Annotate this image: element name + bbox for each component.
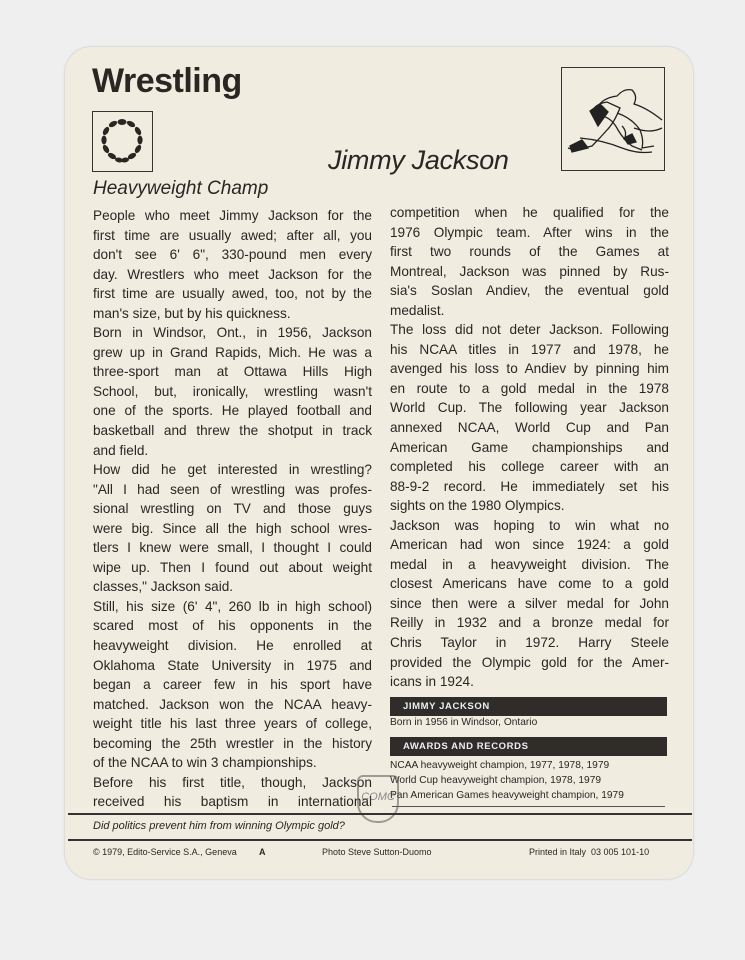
article-line: Still, his size (6' 4", 260 lb in high school) — [93, 598, 372, 614]
article-line: 1976 Olympic team. After wins in the — [390, 224, 669, 240]
article-line: completed his college career with an — [390, 459, 669, 475]
article-line: weight title his last three years of college, — [93, 716, 372, 732]
article-left-column — [93, 206, 372, 812]
card-subtitle: Heavyweight Champ — [93, 178, 269, 199]
article-line: medal in a heavyweight division. The — [390, 556, 669, 572]
bio-header: JIMMY JACKSON — [390, 697, 667, 716]
article-line: Before his first title, though, Jackson — [93, 774, 372, 790]
article-line: en route to a gold medal in the 1978 — [390, 380, 669, 396]
article-line: American had won since 1924: a gold — [390, 537, 669, 553]
bio-line: Born in 1956 in Windsor, Ontario — [390, 717, 538, 728]
article-line: classes," Jackson said. — [93, 579, 234, 595]
article-line: American Game championships and — [390, 439, 669, 455]
article-line: provided the Olympic gold for the Amer- — [390, 654, 669, 670]
print-info: Printed in Italy 03 005 101-10 — [529, 847, 650, 857]
article-line: heavyweight division. He enrolled at — [93, 638, 372, 654]
article-line: closest Americans have come to a gold — [390, 576, 669, 592]
article-line: competition when he qualified for the — [390, 205, 669, 220]
article-line: tlers I knew were small, I thought I could — [93, 540, 372, 556]
article-line: began a career few in his sport have — [93, 677, 372, 693]
article-right-column — [390, 203, 669, 692]
photo-credit: Photo Steve Sutton-Duomo — [322, 847, 432, 857]
article-line: first time are usually awed, too, not by the — [93, 286, 372, 302]
article-line: man's size, but by his quickness. — [93, 305, 291, 321]
wrestlers-illustration — [561, 67, 665, 171]
article-line: Chris Taylor in 1972. Harry Steele — [390, 635, 669, 651]
copyright: © 1979, Edito-Service S.A., Geneva — [93, 847, 237, 857]
article-line: Reilly in 1932 and a bronze medal for — [390, 615, 669, 631]
article-line: Born in Windsor, Ont., in 1956, Jackson — [93, 325, 372, 341]
awards-underline — [392, 806, 665, 807]
award-item: World Cup heavyweight champion, 1978, 1979 — [390, 775, 602, 786]
article-line: grew up in Grand Rapids, Mich. He was a — [93, 344, 372, 360]
comc-watermark-logo: COMC — [357, 775, 399, 823]
sport-title: Wrestling — [92, 62, 242, 100]
article-line: avenged his loss to Andiev by pinning him — [390, 361, 669, 377]
article-line: first two rounds of the Games at — [390, 244, 669, 260]
article-line: Jackson was hoping to win what no — [390, 517, 669, 533]
article-line: sights on the 1980 Olympics. — [390, 498, 565, 514]
divider — [68, 839, 692, 841]
article-line: People who meet Jimmy Jackson for the — [93, 208, 372, 223]
article-line: Montreal, Jackson was pinned by Rus- — [390, 263, 669, 279]
article-line: don't see 6' 6", 330-pound men every — [93, 247, 372, 263]
article-line: medalist. — [390, 302, 445, 318]
article-line: 88-9-2 record. He immediately set his — [390, 478, 669, 494]
awards-header: AWARDS AND RECORDS — [390, 737, 667, 756]
article-line: How did he get interested in wrestling? — [93, 462, 372, 478]
athlete-name: Jimmy Jackson — [328, 145, 509, 175]
article-line: School, but, ironically, wrestling wasn't — [93, 383, 372, 399]
article-line: wipe up. Then I found out about weight — [93, 559, 372, 575]
article-line: sional wrestling on TV and those guys — [93, 501, 372, 517]
series-letter: A — [259, 847, 266, 857]
article-line: since then were a silver medal for John — [390, 595, 669, 611]
article-line: Oklahoma State University in 1975 and — [93, 657, 372, 673]
article-line: icans in 1924. — [390, 674, 474, 690]
article-line: becoming the 25th wrestler in the history — [93, 735, 372, 751]
article-line: and field. — [93, 442, 149, 458]
divider — [68, 813, 692, 815]
article-line: The loss did not deter Jackson. Following — [390, 322, 669, 338]
article-line: "All I had seen of wrestling was profes- — [93, 481, 372, 497]
article-line: World Cup. The following year Jackson — [390, 400, 669, 416]
article-line: three-sport man at Ottawa Hills High — [93, 364, 372, 380]
article-line: basketball and threw the shotput in track — [93, 423, 372, 439]
article-line: sia's Soslan Andiev, the eventual gold — [390, 283, 669, 299]
award-item: Pan American Games heavyweight champion, 1979 — [390, 790, 624, 801]
article-line: day. Wrestlers who meet Jackson for the — [93, 266, 372, 282]
article-line: of the NCAA to win 3 championships. — [93, 755, 317, 771]
article-line: his NCAA titles in 1977 and 1978, he — [390, 341, 669, 357]
trivia-question: Did politics prevent him from winning Olympic gold? — [93, 820, 345, 832]
article-line: scared most of his opponents in the — [93, 618, 372, 634]
article-line: annexed NCAA, World Cup and Pan — [390, 420, 669, 436]
article-line: received his baptism in international — [93, 794, 372, 810]
laurel-wreath-icon — [92, 111, 153, 172]
article-line: matched. Jackson won the NCAA heavy- — [93, 696, 372, 712]
article-line: were big. Since all the high school wres- — [93, 520, 372, 536]
award-item: NCAA heavyweight champion, 1977, 1978, 1979 — [390, 760, 610, 771]
article-line: one of the sports. He played football and — [93, 403, 372, 419]
article-line: first time are usually awed; after all, you — [93, 227, 372, 243]
